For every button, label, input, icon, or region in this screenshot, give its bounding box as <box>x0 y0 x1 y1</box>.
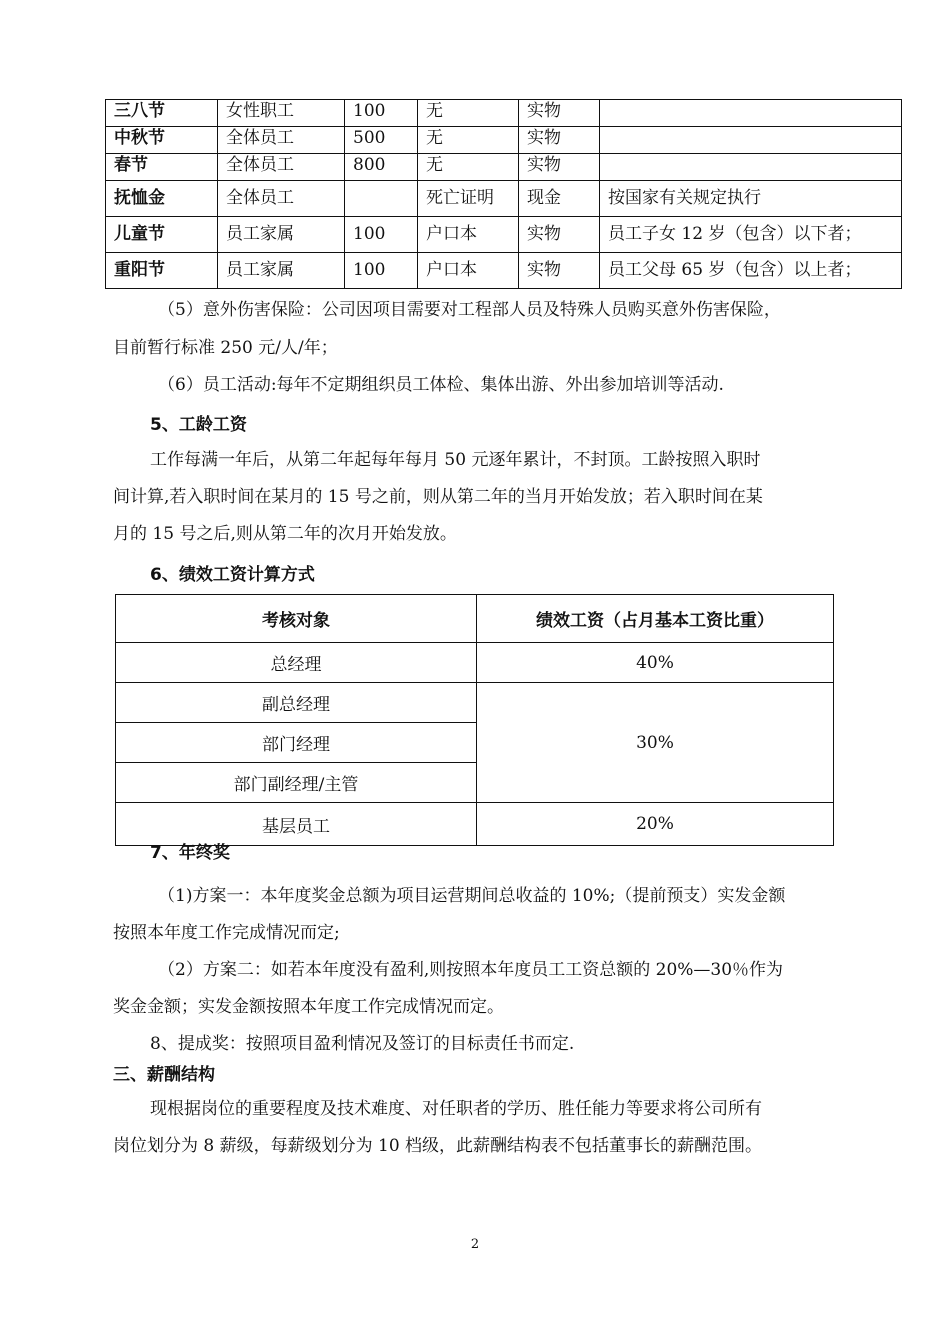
structure-text-cont: 岗位划分为 8 薪级，每薪级划分为 10 档级，此薪酬结构表不包括董事长的薪酬范围。 <box>113 1136 763 1156</box>
note <box>600 127 902 154</box>
bonus-plan-two-cont: 奖金金额；实发金额按照本年度工作完成情况而定。 <box>113 997 504 1017</box>
performance-table <box>115 594 834 846</box>
table-header-row <box>116 595 834 643</box>
table-row <box>116 643 834 683</box>
table-row <box>116 683 834 723</box>
seniority-heading: 5、工龄工资 <box>150 415 247 435</box>
bonus-heading: 7、年终奖 <box>150 843 230 863</box>
table-row <box>106 217 902 253</box>
recipient: 女性职工 <box>218 100 345 127</box>
recipient: 员工家属 <box>218 253 345 289</box>
holiday-name: 儿童节 <box>106 217 218 253</box>
performance-ratio: 40% <box>477 643 834 683</box>
recipient: 员工家属 <box>218 217 345 253</box>
benefit-form: 实物 <box>519 154 600 181</box>
position-name: 部门经理 <box>116 723 477 763</box>
column-header: 绩效工资（占月基本工资比重） <box>477 595 834 643</box>
insurance-text-cont: 目前暂行标准 250 元/人/年； <box>113 338 338 358</box>
amount: 800 <box>345 154 418 181</box>
table-row <box>106 100 902 127</box>
performance-ratio: 20% <box>477 803 834 846</box>
structure-heading: 三、薪酬结构 <box>113 1065 215 1085</box>
required-document: 死亡证明 <box>418 181 519 217</box>
table-row <box>106 181 902 217</box>
required-document: 户口本 <box>418 217 519 253</box>
seniority-text-cont: 间计算,若入职时间在某月的 15 号之前，则从第二年的当月开始发放；若入职时间在某 <box>113 487 763 507</box>
holiday-name: 中秋节 <box>106 127 218 154</box>
table-row <box>106 253 902 289</box>
column-header: 考核对象 <box>116 595 477 643</box>
position-name: 部门副经理/主管 <box>116 763 477 803</box>
commission-text: 8、提成奖：按照项目盈利情况及签订的目标责任书而定. <box>150 1034 575 1054</box>
insurance-text: （5）意外伤害保险：公司因项目需要对工程部人员及特殊人员购买意外伤害保险， <box>158 300 781 320</box>
position-name: 副总经理 <box>116 683 477 723</box>
amount: 100 <box>345 217 418 253</box>
bonus-plan-one: （1)方案一：本年度奖金总额为项目运营期间总收益的 10%;（提前预支）实发金额 <box>158 886 786 906</box>
amount <box>345 181 418 217</box>
welfare-table <box>105 99 902 289</box>
table-row <box>106 127 902 154</box>
amount: 100 <box>345 253 418 289</box>
required-document: 无 <box>418 154 519 181</box>
benefit-form: 实物 <box>519 253 600 289</box>
recipient: 全体员工 <box>218 127 345 154</box>
seniority-text: 工作每满一年后，从第二年起每年每月 50 元逐年累计，不封顶。工龄按照入职时 <box>150 450 761 470</box>
benefit-form: 实物 <box>519 100 600 127</box>
page-number: 2 <box>470 1237 480 1252</box>
structure-text: 现根据岗位的重要程度及技术难度、对任职者的学历、胜任能力等要求将公司所有 <box>150 1099 762 1119</box>
activities-text: （6）员工活动:每年不定期组织员工体检、集体出游、外出参加培训等活动. <box>158 375 724 395</box>
bonus-plan-two: （2）方案二：如若本年度没有盈利,则按照本年度员工工资总额的 20%—30％作为 <box>158 960 784 980</box>
note: 员工父母 65 岁（包含）以上者； <box>600 253 902 289</box>
recipient: 全体员工 <box>218 181 345 217</box>
holiday-name: 重阳节 <box>106 253 218 289</box>
note: 按国家有关规定执行 <box>600 181 902 217</box>
recipient: 全体员工 <box>218 154 345 181</box>
holiday-name: 抚恤金 <box>106 181 218 217</box>
bonus-plan-one-cont: 按照本年度工作完成情况而定; <box>113 923 340 943</box>
note: 员工子女 12 岁（包含）以下者； <box>600 217 902 253</box>
benefit-form: 现金 <box>519 181 600 217</box>
required-document: 无 <box>418 100 519 127</box>
table-row <box>106 154 902 181</box>
benefit-form: 实物 <box>519 127 600 154</box>
required-document: 户口本 <box>418 253 519 289</box>
performance-heading: 6、绩效工资计算方式 <box>150 565 315 585</box>
required-document: 无 <box>418 127 519 154</box>
position-name: 总经理 <box>116 643 477 683</box>
seniority-text-cont: 月的 15 号之后,则从第二年的次月开始发放。 <box>113 524 457 544</box>
note <box>600 100 902 127</box>
performance-ratio: 30% <box>477 683 834 803</box>
benefit-form: 实物 <box>519 217 600 253</box>
holiday-name: 三八节 <box>106 100 218 127</box>
position-name: 基层员工 <box>116 803 477 846</box>
amount: 100 <box>345 100 418 127</box>
amount: 500 <box>345 127 418 154</box>
holiday-name: 春节 <box>106 154 218 181</box>
note <box>600 154 902 181</box>
